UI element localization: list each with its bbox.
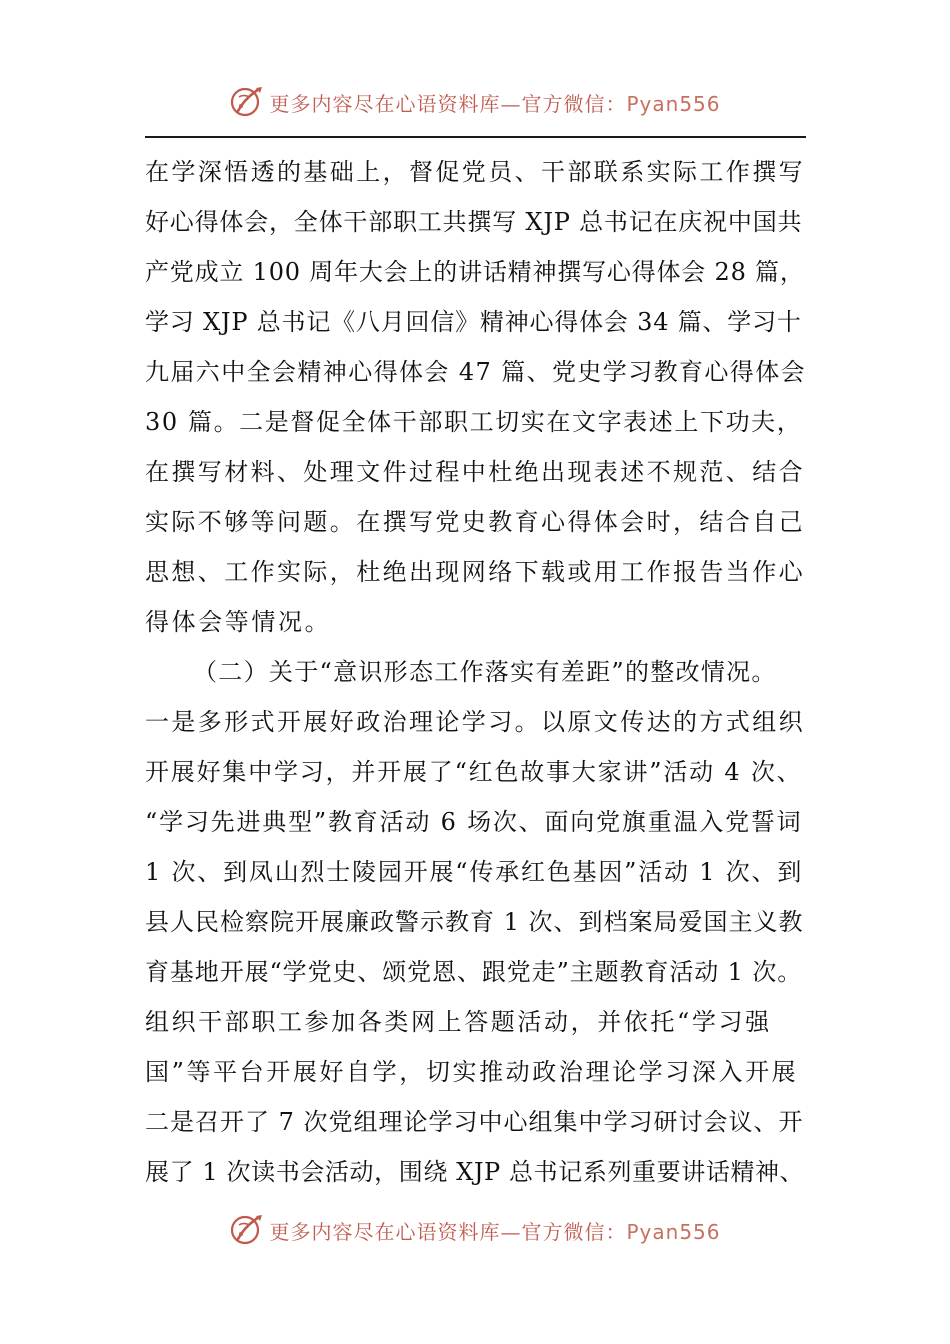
pen-logo-icon (229, 1212, 265, 1248)
text-line: 实际不够等问题。在撰写党史教育心得体会时，结合自己 (145, 508, 805, 536)
wechat-id: Pyan556 (626, 1219, 721, 1244)
text-line: 学习 XJP 总书记《八月回信》精神心得体会 34 篇、学习十 (145, 308, 802, 336)
text-line: 二是召开了 7 次党组理论学习中心组集中学习研讨会议、开 (145, 1108, 804, 1136)
watermark-text: 更多内容尽在心语资料库—官方微信：Pyan556 (269, 1219, 721, 1244)
text-line: 得体会等情况。 (145, 608, 332, 636)
watermark-header (0, 80, 950, 124)
text-line: 县人民检察院开展廉政警示教育 1 次、到档案局爱国主义教 (145, 908, 804, 936)
text-line: 30 篇。二是督促全体干部职工切实在文字表述上下功夫， (145, 408, 803, 436)
text-line: 好心得体会，全体干部职工共撰写 XJP 总书记在庆祝中国共 (145, 208, 803, 236)
pen-logo-icon (229, 84, 265, 120)
text-line: 思想、工作实际，杜绝出现网络下载或用工作报告当作心 (145, 558, 805, 586)
text-line: 一是多形式开展好政治理论学习。以原文传达的方式组织 (145, 708, 805, 736)
text-line: 在学深悟透的基础上，督促党员、干部联系实际工作撰写 (145, 158, 805, 186)
text-line: 在撰写材料、处理文件过程中杜绝出现表述不规范、结合 (145, 458, 805, 486)
watermark-footer (0, 1208, 950, 1252)
text-line: “学习先进典型”教育活动 6 场次、面向党旗重温入党誓词 (145, 808, 803, 836)
text-line: 开展好集中学习，并开展了“红色故事大家讲”活动 4 次、 (145, 758, 803, 786)
header-divider (145, 136, 806, 138)
watermark-text: 更多内容尽在心语资料库—官方微信：Pyan556 (269, 91, 721, 116)
text-line: 产党成立 100 周年大会上的讲话精神撰写心得体会 28 篇， (145, 258, 805, 286)
text-line: 九届六中全会精神心得体会 47 篇、党史学习教育心得体会 (145, 358, 806, 386)
text-line: 国”等平台开展好自学，切实推动政治理论学习深入开展 (145, 1058, 799, 1086)
section-heading: （二）关于“意识形态工作落实有差距”的整改情况。 (193, 658, 777, 686)
text-line: 展了 1 次读书会活动，围绕 XJP 总书记系列重要讲话精神、 (145, 1158, 805, 1186)
text-line: 组织干部职工参加各类网上答题活动，并依托“学习强 (145, 1008, 772, 1036)
text-line: 育基地开展“学党史、颂党恩、跟党走”主题教育活动 1 次。 (145, 958, 803, 986)
document-body (145, 147, 807, 1197)
wechat-id: Pyan556 (626, 91, 721, 116)
text-line: 1 次、到凤山烈士陵园开展“传承红色基因”活动 1 次、到 (145, 858, 804, 886)
